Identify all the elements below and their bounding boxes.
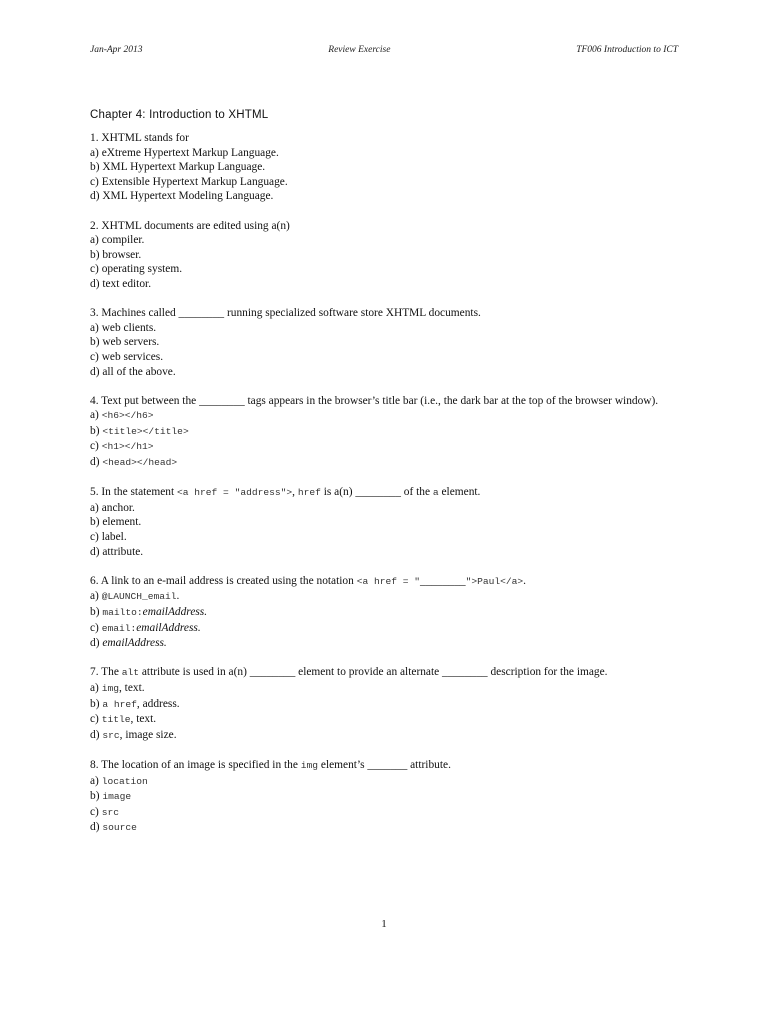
answer-option <box>90 424 680 440</box>
answer-option <box>90 262 680 277</box>
text-run: 7. The <box>90 666 122 679</box>
text-run: d) XML Hypertext Modeling Language. <box>90 190 274 203</box>
answer-option <box>90 515 680 530</box>
text-run: 4. Text put between the ________ tags appears in the browser’s title bar (i.e., the dark bar at the top of the browser window). <box>90 394 659 407</box>
text-run: d) <box>90 456 103 469</box>
text-run: attribute is used in a(n) ________ element to provide an alternate ________ description for the image. <box>139 666 608 679</box>
text-run: c) label. <box>90 531 127 544</box>
code-text: email: <box>101 622 137 634</box>
question-2 <box>90 219 680 292</box>
text-run: , <box>292 486 298 499</box>
answer-option <box>90 530 680 545</box>
code-text: image <box>102 791 132 803</box>
text-run: d) attribute. <box>90 545 144 558</box>
question-4 <box>90 394 680 471</box>
code-text: a <box>432 487 439 499</box>
code-text: location <box>101 775 148 787</box>
text-run: 5. In the statement <box>90 486 177 499</box>
answer-option <box>90 681 680 697</box>
answer-option <box>90 789 680 805</box>
text-run: c) <box>90 805 102 818</box>
italic-text: emailAddress. <box>136 621 201 634</box>
question-3 <box>90 306 680 379</box>
answer-option <box>90 408 680 424</box>
text-run: b) <box>90 424 103 437</box>
answer-option <box>90 439 680 455</box>
text-run: ________ <box>420 574 466 587</box>
code-text: img <box>300 759 319 771</box>
text-run: , text. <box>130 713 157 726</box>
text-run: a) <box>90 590 102 603</box>
question-stem <box>90 131 680 146</box>
text-run: 6. A link to an e-mail address is created using the notation <box>90 574 357 587</box>
code-text: img <box>101 682 119 694</box>
code-text: <title></title> <box>102 425 189 437</box>
text-run: c) <box>90 713 102 726</box>
text-run: , text. <box>118 681 145 694</box>
question-list <box>90 131 680 851</box>
code-text: <h6></h6> <box>101 410 154 422</box>
answer-option <box>90 621 680 637</box>
text-run: , image size. <box>119 728 177 741</box>
text-run: b) web servers. <box>90 336 160 349</box>
question-1 <box>90 131 680 204</box>
question-7 <box>90 665 680 743</box>
text-run: d) all of the above. <box>90 365 176 378</box>
code-text: @LAUNCH_email <box>101 591 177 603</box>
text-run: element’s _______ attribute. <box>318 758 451 771</box>
question-stem <box>90 574 680 590</box>
answer-option <box>90 233 680 248</box>
italic-text: emailAddress. <box>142 606 208 618</box>
running-header <box>90 45 678 55</box>
answer-option <box>90 728 680 744</box>
question-stem <box>90 758 680 774</box>
code-text: <h1></h1> <box>101 441 154 453</box>
question-stem <box>90 665 680 681</box>
answer-option <box>90 820 680 836</box>
code-text: <a href = " <box>356 575 421 587</box>
answer-option <box>90 160 680 175</box>
page-number: 1 <box>381 918 387 930</box>
text-run: b) <box>90 790 103 803</box>
text-run: a) <box>90 774 102 787</box>
question-stem <box>90 306 680 321</box>
text-run: b) <box>90 697 103 710</box>
question-5 <box>90 485 680 559</box>
text-run: , address. <box>136 697 180 710</box>
answer-option <box>90 605 680 621</box>
question-stem <box>90 394 680 409</box>
header-course: TF006 Introduction to ICT <box>576 45 678 55</box>
text-run: 2. XHTML documents are edited using a(n) <box>90 219 290 232</box>
text-run: b) <box>90 606 103 618</box>
code-text: src <box>101 806 119 818</box>
code-text: a href <box>102 698 137 710</box>
answer-option <box>90 501 680 516</box>
text-run: d) <box>90 637 103 650</box>
chapter-title: Chapter 4: Introduction to XHTML <box>90 109 269 121</box>
answer-option <box>90 277 680 292</box>
answer-option <box>90 189 680 204</box>
question-stem <box>90 485 680 501</box>
text-run: c) <box>90 440 102 453</box>
text-run: . <box>176 590 180 603</box>
text-run: . <box>523 574 527 587</box>
answer-option <box>90 774 680 790</box>
text-run: a) <box>90 409 102 422</box>
text-run: d) text editor. <box>90 277 152 290</box>
code-text: alt <box>121 667 140 679</box>
answer-option <box>90 335 680 350</box>
text-run: b) element. <box>90 516 142 529</box>
answer-option <box>90 248 680 263</box>
text-run: a) web clients. <box>90 321 157 334</box>
italic-text: emailAddress. <box>102 637 167 650</box>
answer-option <box>90 350 680 365</box>
answer-option <box>90 146 680 161</box>
text-run: a) <box>90 681 102 694</box>
answer-option <box>90 805 680 821</box>
text-run: is a(n) ________ of the <box>320 486 433 499</box>
text-run: a) anchor. <box>90 501 135 514</box>
text-run: b) XML Hypertext Markup Language. <box>90 161 266 174</box>
text-run: c) Extensible Hypertext Markup Language. <box>90 175 288 188</box>
answer-option <box>90 712 680 728</box>
text-run: c) operating system. <box>90 263 183 276</box>
text-run: element. <box>438 486 481 499</box>
text-run: c) <box>90 621 102 634</box>
question-stem <box>90 219 680 234</box>
answer-option <box>90 697 680 713</box>
text-run: a) eXtreme Hypertext Markup Language. <box>90 146 279 159</box>
text-run: 8. The location of an image is specified in the <box>90 758 301 771</box>
answer-option <box>90 175 680 190</box>
answer-option <box>90 636 680 651</box>
header-title: Review Exercise <box>328 45 391 55</box>
text-run: d) <box>90 728 103 741</box>
text-run: a) compiler. <box>90 234 145 247</box>
answer-option <box>90 321 680 336</box>
answer-option <box>90 365 680 380</box>
header-term: Jan-Apr 2013 <box>90 45 143 55</box>
code-text: <head></head> <box>102 457 178 469</box>
code-text: href <box>297 487 321 499</box>
text-run: c) web services. <box>90 350 164 363</box>
answer-option <box>90 545 680 560</box>
text-run: b) browser. <box>90 248 142 261</box>
code-text: source <box>102 822 137 834</box>
text-run: d) <box>90 821 103 834</box>
text-run: 3. Machines called ________ running specialized software store XHTML documents. <box>90 307 481 320</box>
answer-option <box>90 589 680 605</box>
code-text: title <box>101 714 131 726</box>
code-text: ">Paul</a> <box>465 575 524 587</box>
question-6 <box>90 574 680 651</box>
code-text: <a href = "address"> <box>177 487 293 499</box>
answer-option <box>90 455 680 471</box>
text-run: 1. XHTML stands for <box>90 132 189 144</box>
code-text: mailto: <box>102 607 143 618</box>
question-8 <box>90 758 680 836</box>
code-text: src <box>102 729 120 741</box>
